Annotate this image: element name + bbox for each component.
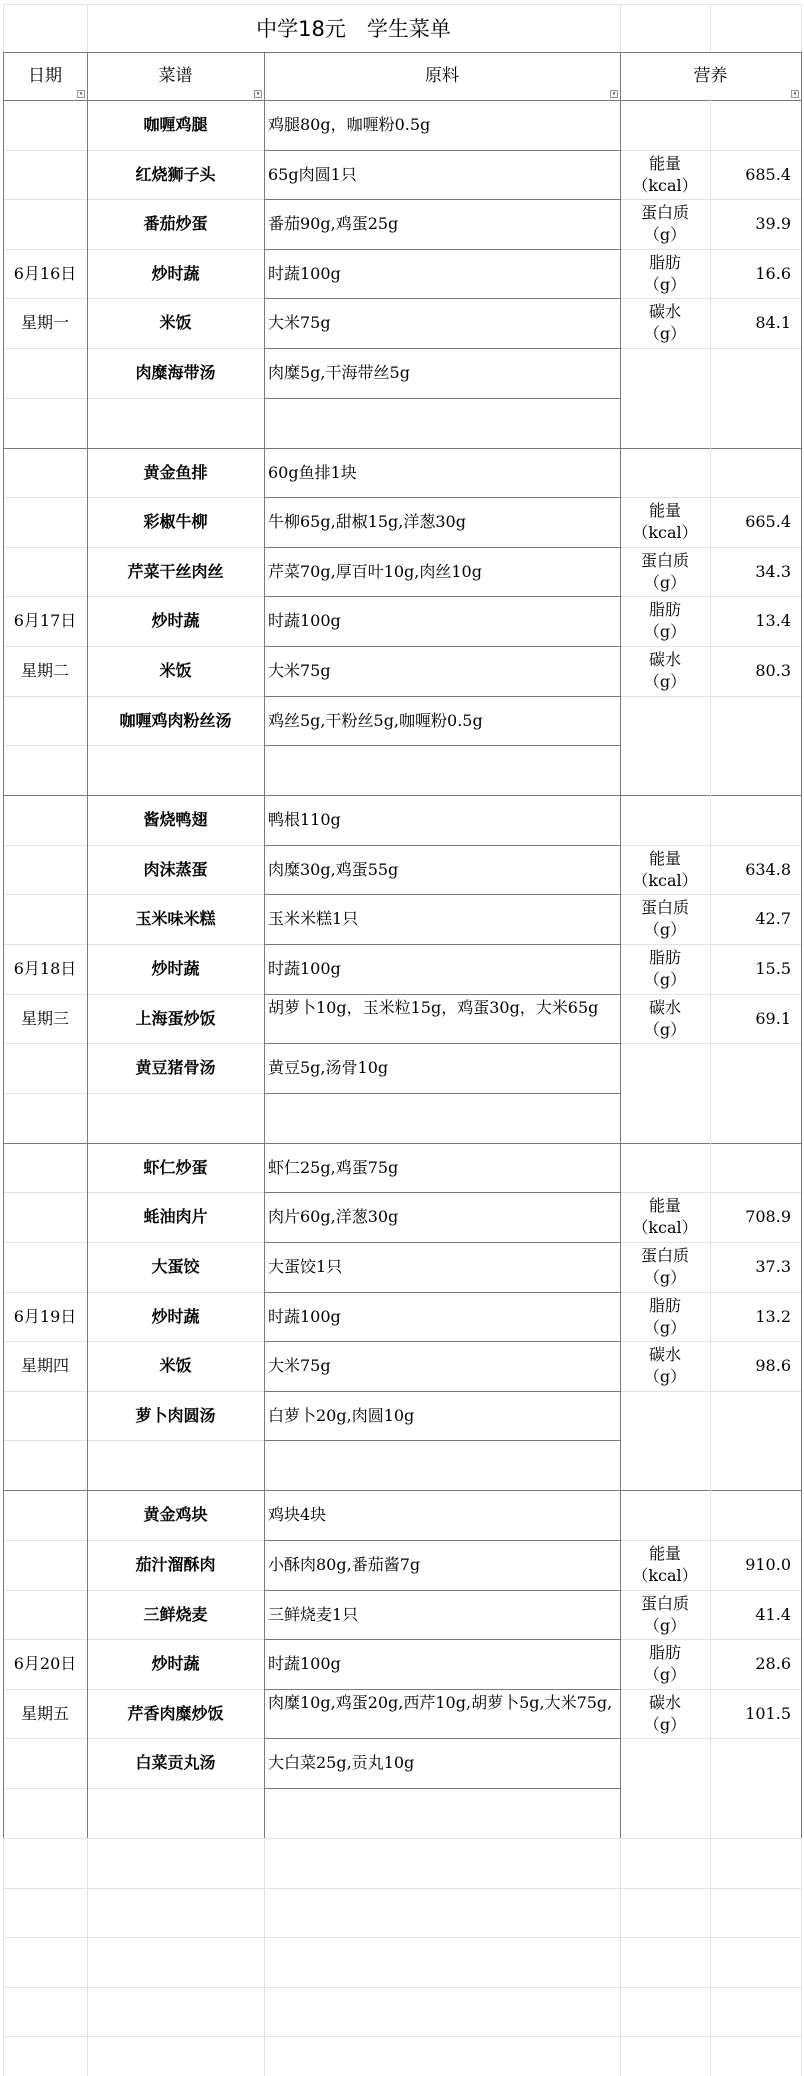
dish-ingredients: 鸡丝5g,干粉丝5g,咖喱粉0.5g	[268, 710, 483, 730]
dish-ingredients: 番茄90g,鸡蛋25g	[268, 214, 399, 234]
nutrition-value: 98.6	[755, 1356, 791, 1376]
nutrition-label	[620, 1245, 710, 1289]
header-ingredients[interactable]	[264, 52, 620, 100]
nutrition-label	[620, 1295, 710, 1339]
header-menu-label: 菜谱	[158, 66, 193, 86]
nutrition-label-unit: （kcal）	[632, 870, 698, 890]
nutrition-label-name: 碳水	[648, 1345, 681, 1365]
dish-ingredients: 肉片60g,洋葱30g	[268, 1207, 399, 1227]
nutrition-label-name: 脂肪	[648, 1295, 681, 1315]
filter-dropdown-icon[interactable]: ▾	[610, 90, 618, 98]
nutrition-label-unit: （g）	[643, 1317, 687, 1337]
nutrition-value: 69.1	[755, 1008, 791, 1028]
day-date: 6月19日	[13, 1306, 77, 1326]
day-weekday: 星期四	[20, 1356, 69, 1376]
dish-name: 黄金鱼排	[143, 462, 208, 482]
nutrition-label-unit: （g）	[643, 1714, 687, 1734]
nutrition-label-name: 能量	[648, 1196, 681, 1216]
nutrition-label-name: 脂肪	[648, 1643, 681, 1663]
dish-name: 大蛋饺	[151, 1257, 200, 1276]
nutrition-value: 708.9	[745, 1207, 791, 1227]
nutrition-label	[620, 947, 710, 991]
dish-name: 茄汁溜酥肉	[135, 1555, 216, 1574]
nutrition-value: 28.6	[755, 1654, 791, 1674]
dish-name: 肉沫蒸蛋	[143, 859, 208, 879]
nutrition-value: 39.9	[755, 214, 791, 234]
day-date: 6月17日	[13, 611, 77, 631]
nutrition-label-unit: （kcal）	[632, 523, 698, 543]
nutrition-value: 13.2	[755, 1306, 791, 1326]
nutrition-label-name: 能量	[648, 848, 681, 868]
nutrition-label-unit: （g）	[643, 1665, 687, 1685]
dish-ingredients: 黄豆5g,汤骨10g	[268, 1058, 389, 1078]
nutrition-label-unit: （kcal）	[632, 175, 698, 195]
nutrition-label-unit: （g）	[643, 225, 687, 245]
dish-ingredients: 玉米米糕1只	[268, 909, 359, 929]
dish-name: 米饭	[159, 661, 192, 680]
nutrition-label-name: 碳水	[648, 302, 681, 322]
nutrition-value: 37.3	[755, 1257, 791, 1276]
header-date[interactable]	[3, 52, 87, 100]
day-date: 6月16日	[13, 263, 77, 283]
nutrition-label	[620, 252, 710, 296]
filter-dropdown-icon[interactable]: ▾	[77, 90, 85, 98]
dish-ingredients: 胡萝卜10g，玉米粒15g，鸡蛋30g，大米65g	[268, 997, 599, 1017]
dish-ingredients: 60g鱼排1块	[268, 462, 357, 482]
dish-ingredients: 鸭根110g	[268, 810, 341, 830]
nutrition-label	[620, 202, 710, 246]
nutrition-label-name: 能量	[648, 501, 681, 521]
nutrition-label-name: 能量	[648, 153, 681, 173]
dish-name: 炒时蔬	[151, 611, 200, 631]
nutrition-label-name: 能量	[648, 1544, 681, 1563]
nutrition-label	[620, 301, 710, 345]
dish-name: 白菜贡丸汤	[135, 1753, 216, 1773]
nutrition-value: 910.0	[745, 1555, 791, 1574]
nutrition-label-unit: （g）	[643, 324, 687, 344]
dish-name: 咖喱鸡肉粉丝汤	[119, 710, 232, 730]
dish-ingredients: 虾仁25g,鸡蛋75g	[268, 1157, 399, 1177]
dish-ingredients: 肉糜30g,鸡蛋55g	[268, 859, 399, 879]
dish-name: 芹菜干丝肉丝	[127, 561, 224, 581]
nutrition-value: 16.6	[755, 263, 791, 283]
dish-ingredients: 白萝卜20g,肉圆10g	[268, 1405, 415, 1425]
nutrition-label	[620, 1692, 710, 1736]
dish-name: 黄豆猪骨汤	[135, 1058, 216, 1078]
dish-name: 玉米味米糕	[135, 909, 216, 929]
dish-ingredients: 大蛋饺1只	[268, 1257, 343, 1276]
dish-ingredients: 时蔬100g	[268, 263, 341, 283]
dish-ingredients: 鸡块4块	[268, 1505, 327, 1525]
dish-name: 三鲜烧麦	[143, 1604, 208, 1624]
nutrition-value: 13.4	[755, 611, 791, 631]
nutrition-label	[620, 500, 710, 544]
header-nutrition-label: 营养	[693, 66, 728, 86]
day-weekday: 星期三	[20, 1008, 69, 1028]
dish-ingredients: 65g肉圆1只	[268, 164, 357, 184]
dish-name: 虾仁炒蛋	[143, 1157, 208, 1177]
dish-name: 上海蛋炒饭	[135, 1008, 216, 1028]
dish-name: 芹香肉糜炒饭	[127, 1703, 224, 1723]
nutrition-label-name: 脂肪	[648, 948, 681, 967]
dish-ingredients: 时蔬100g	[268, 959, 341, 978]
dish-ingredients: 三鲜烧麦1只	[268, 1604, 359, 1624]
nutrition-value: 42.7	[755, 909, 791, 929]
dish-ingredients: 芹菜70g,厚百叶10g,肉丝10g	[268, 561, 482, 581]
dish-ingredients: 牛柳65g,甜椒15g,洋葱30g	[268, 512, 466, 532]
dish-ingredients: 小酥肉80g,番茄酱7g	[268, 1555, 421, 1574]
nutrition-label	[620, 1642, 710, 1686]
dish-name: 炒时蔬	[151, 1306, 200, 1326]
nutrition-value: 665.4	[745, 512, 791, 532]
nutrition-label	[620, 153, 710, 197]
day-date: 6月18日	[13, 959, 77, 978]
nutrition-label-name: 蛋白质	[640, 550, 689, 570]
dish-ingredients: 时蔬100g	[268, 1306, 341, 1326]
nutrition-value: 84.1	[755, 313, 791, 333]
filter-dropdown-icon[interactable]: ▾	[791, 90, 799, 98]
dish-ingredients: 大白菜25g,贡丸10g	[268, 1753, 415, 1773]
dish-name: 米饭	[159, 1356, 192, 1376]
day-weekday: 星期一	[20, 313, 69, 333]
dish-name: 炒时蔬	[151, 263, 200, 283]
day-weekday: 星期五	[20, 1703, 69, 1723]
nutrition-value: 80.3	[755, 661, 791, 680]
dish-name: 彩椒牛柳	[143, 512, 208, 532]
nutrition-value: 685.4	[745, 164, 791, 184]
nutrition-label	[620, 1195, 710, 1239]
nutrition-label-unit: （g）	[643, 572, 687, 592]
nutrition-value: 41.4	[755, 1604, 791, 1624]
nutrition-label-name: 碳水	[648, 997, 681, 1017]
nutrition-label	[620, 550, 710, 594]
day-date: 6月20日	[13, 1654, 77, 1674]
nutrition-value: 101.5	[745, 1703, 791, 1723]
nutrition-label-unit: （g）	[643, 1367, 687, 1387]
nutrition-label	[620, 649, 710, 693]
dish-ingredients: 时蔬100g	[268, 611, 341, 631]
nutrition-label	[620, 599, 710, 643]
nutrition-label-name: 蛋白质	[640, 203, 689, 223]
nutrition-label-unit: （g）	[643, 970, 687, 989]
nutrition-label-unit: （g）	[643, 622, 687, 642]
nutrition-label-unit: （g）	[643, 1615, 687, 1635]
dish-name: 肉糜海带汤	[135, 363, 216, 382]
nutrition-label	[620, 897, 710, 941]
page-title: 中学18元 学生菜单	[256, 17, 451, 41]
dish-name: 咖喱鸡腿	[143, 115, 208, 134]
header-date-label: 日期	[28, 66, 62, 86]
header-menu[interactable]	[87, 52, 264, 100]
nutrition-label-unit: （g）	[643, 672, 687, 691]
filter-dropdown-icon[interactable]: ▾	[254, 90, 262, 98]
nutrition-value: 634.8	[745, 859, 791, 879]
dish-name: 萝卜肉圆汤	[135, 1405, 216, 1425]
nutrition-label-unit: （kcal）	[632, 1566, 698, 1585]
dish-name: 炒时蔬	[151, 959, 200, 978]
nutrition-label	[620, 1344, 710, 1388]
dish-name: 蚝油肉片	[143, 1207, 208, 1227]
nutrition-label	[620, 997, 710, 1041]
dish-ingredients: 大米75g	[268, 661, 331, 680]
dish-ingredients: 鸡腿80g，咖喱粉0.5g	[268, 115, 431, 134]
nutrition-label-unit: （g）	[643, 274, 687, 294]
dish-ingredients: 肉糜5g,干海带丝5g	[268, 363, 410, 382]
dish-ingredients: 肉糜10g,鸡蛋20g,西芹10g,胡萝卜5g,大米75g,	[268, 1692, 613, 1712]
nutrition-label-name: 蛋白质	[640, 898, 689, 918]
nutrition-label-name: 脂肪	[648, 600, 681, 620]
nutrition-label-unit: （g）	[643, 920, 687, 940]
nutrition-label-name: 碳水	[648, 1692, 681, 1712]
nutrition-label-name: 碳水	[648, 650, 681, 669]
nutrition-label-unit: （g）	[643, 1268, 687, 1287]
nutrition-label	[620, 1543, 710, 1587]
nutrition-label-unit: （g）	[643, 1019, 687, 1039]
dish-ingredients: 大米75g	[268, 313, 331, 333]
dish-ingredients: 时蔬100g	[268, 1654, 341, 1674]
dish-name: 米饭	[159, 313, 192, 333]
day-weekday: 星期二	[20, 661, 69, 680]
dish-ingredients: 大米75g	[268, 1356, 331, 1376]
header-nutrition[interactable]	[620, 52, 801, 100]
dish-name: 黄金鸡块	[143, 1505, 208, 1525]
nutrition-label-name: 蛋白质	[640, 1593, 689, 1613]
nutrition-label-name: 蛋白质	[640, 1246, 689, 1265]
dish-name: 番茄炒蛋	[143, 214, 208, 234]
header-ingredients-label: 原料	[425, 66, 459, 86]
nutrition-label-name: 脂肪	[648, 252, 681, 272]
dish-name: 酱烧鸭翅	[143, 810, 208, 830]
nutrition-value: 34.3	[755, 561, 791, 581]
dish-name: 炒时蔬	[151, 1654, 200, 1674]
nutrition-label	[620, 1593, 710, 1637]
nutrition-label	[620, 848, 710, 892]
nutrition-label-unit: （kcal）	[632, 1218, 698, 1238]
dish-name: 红烧狮子头	[135, 164, 216, 184]
nutrition-value: 15.5	[755, 959, 791, 978]
